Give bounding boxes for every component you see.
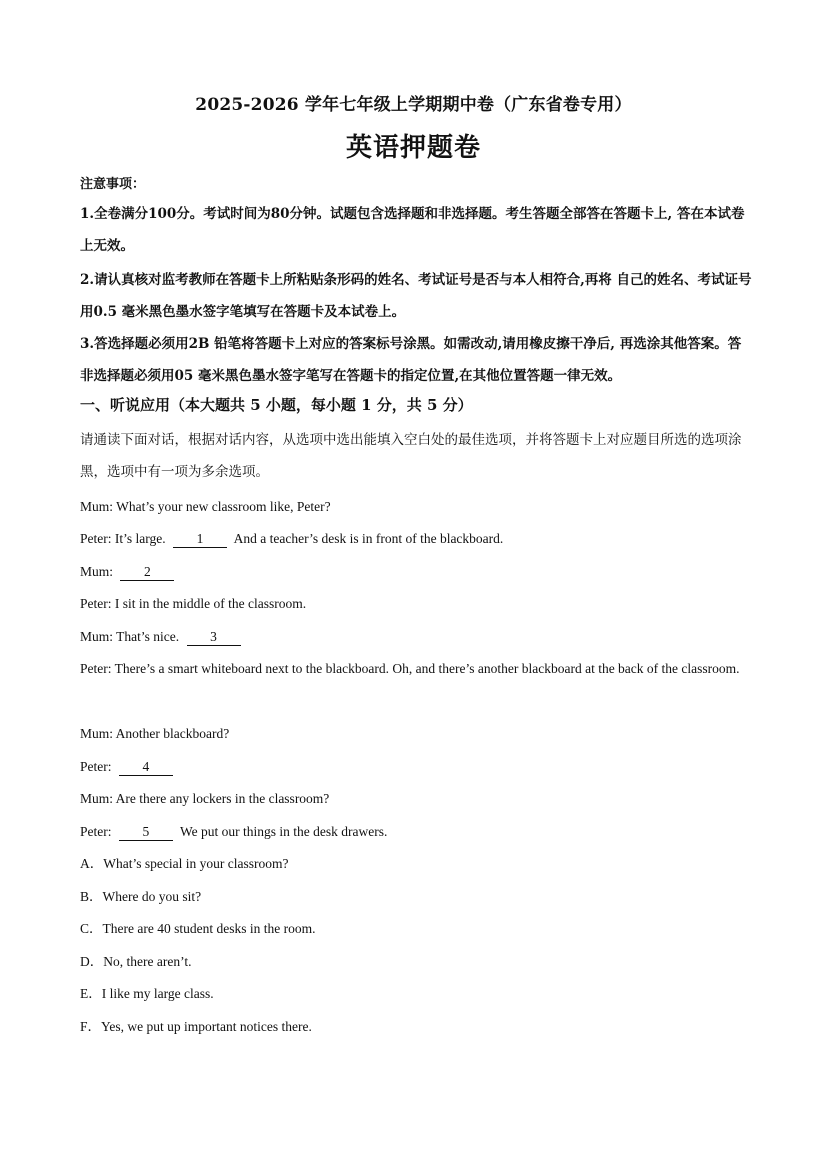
dialogue-line [80,588,752,620]
dialogue-text: We put our things in the desk drawers. [180,824,388,839]
option-b: B．Where do you sit? [80,889,202,904]
dialogue-text: Peter: There’s a smart whiteboard next to the blackboard. Oh, and there’s another blackboard at the back of the classroom. [80,661,740,676]
option-f: F．Yes, we put up important notices there. [80,1019,312,1034]
dialogue-line [80,491,752,523]
option-a: A．What’s special in your classroom? [80,856,289,871]
dialogue-line [80,783,752,815]
option-c: C．There are 40 student desks in the room. [80,921,316,936]
answer-blank: 2 [120,564,174,581]
section-instruction: 请通读下面对话，根据对话内容，从选项中选出能填入空白处的最佳选项，并将答题卡上对应题目所选的选项涂黑，选项中有一项为多余选项。 [80,432,742,480]
dialogue-text: Peter: [80,824,112,839]
note-item: 3.答选择题必须用2B 铅笔将答题卡上对应的答案标号涂黑。如需改动,请用橡皮擦干净后, 再选涂其他答案。答非选择题必须用05 毫米黑色墨水签字笔写在答题卡的指定位置,在其他位置答题一律无效。 [80,336,742,384]
dialogue-line [80,653,752,685]
dialogue-text: Mum: Another blackboard? [80,726,230,741]
dialogue-text: Mum: Are there any lockers in the classroom? [80,791,330,806]
dialogue-line [80,751,752,783]
answer-blank: 1 [173,531,227,548]
exam-subtitle: 2025-2026 学年七年级上学期期中卷（广东省卷专用） [195,95,632,115]
dialogue-line [80,816,752,848]
dialogue-text: Peter: [80,759,112,774]
dialogue-text: Peter: I sit in the middle of the classroom. [80,596,307,611]
answer-blank: 3 [187,629,241,646]
dialogue-line [80,523,752,555]
dialogue-line [80,621,752,653]
dialogue-text: Mum: [80,564,114,579]
dialogue-line [80,556,752,588]
option-d: D．No, there aren’t. [80,954,192,969]
exam-title: 英语押题卷 [345,133,481,163]
answer-blank: 5 [119,824,173,841]
notes-heading: 注意事项： [80,177,146,192]
dialogue-text: Peter: It’s large. [80,531,166,546]
section-heading: 一、听说应用（本大题共 5 小题，每小题 1 分，共 5 分） [80,396,473,414]
dialogue-text: Mum: That’s nice. [80,629,180,644]
answer-blank: 4 [119,759,173,776]
note-item: 2.请认真核对监考教师在答题卡上所粘贴条形码的姓名、考试证号是否与本人相符合,再将 自己的姓名、考试证号用0.5 毫米黑色墨水签字笔填写在答题卡及本试卷上。 [80,272,752,320]
dialogue-line [80,718,752,750]
dialogue-text: Mum: What’s your new classroom like, Peter? [80,499,331,514]
option-e: E．I like my large class. [80,986,214,1001]
dialogue-text: And a teacher’s desk is in front of the blackboard. [233,531,504,546]
note-item: 1.全卷满分100分。考试时间为80分钟。试题包含选择题和非选择题。考生答题全部答在答题卡上, 答在本试卷上无效。 [80,206,745,254]
